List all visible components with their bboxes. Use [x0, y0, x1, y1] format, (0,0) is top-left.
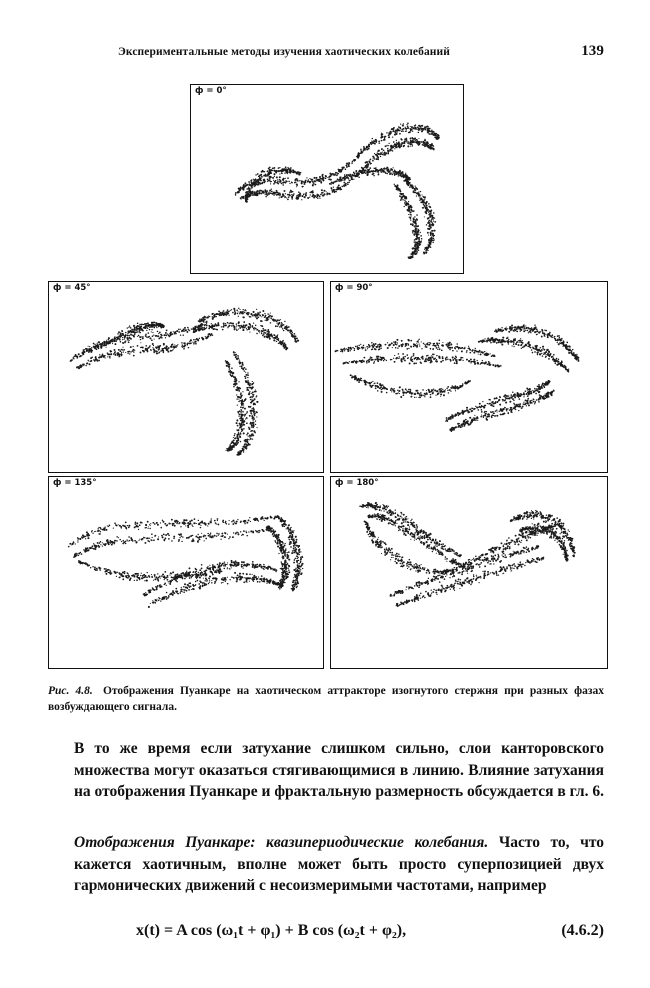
paragraph-2: [74, 832, 604, 897]
poincare-panel-180: [330, 476, 608, 669]
equation-formula: x(t) = A cos (ω₁t + φ₁) + B cos (ω₂t + φ₂),: [136, 922, 407, 939]
attractor-135: [49, 477, 323, 668]
caption-ref: Рис. 4.8.: [48, 685, 93, 697]
paragraph-2-lead: Отображения Пуанкаре: квазипериодические колебания.: [74, 834, 489, 851]
attractor-0: [191, 85, 463, 273]
figure-caption: [48, 683, 604, 715]
equation-4-6-2: [136, 922, 604, 940]
phase-label-0: ф = 0°: [195, 86, 227, 96]
phase-label-45: ф = 45°: [53, 283, 91, 293]
poincare-panel-45: [48, 281, 324, 473]
poincare-panel-135: [48, 476, 324, 669]
poincare-panel-0: [190, 84, 464, 274]
caption-text: Отображения Пуанкаре на хаотическом аттракторе изогнутого стержня при разных фазах возбуждающего сигнала.: [48, 685, 605, 713]
equation-number: (4.6.2): [561, 922, 604, 939]
running-title: Экспериментальные методы изучения хаотических колебаний: [118, 46, 450, 58]
attractor-90: [331, 282, 607, 472]
phase-label-180: ф = 180°: [335, 478, 379, 488]
phase-label-135: ф = 135°: [53, 478, 97, 488]
paragraph-1: В то же время если затухание слишком сильно, слои канторовского множества могут оказаться стягивающимися в линию. Влияние затухания на отображения Пуанкаре и фрактальную размерность обсуждается в гл. 6.: [74, 740, 604, 800]
attractor-45: [49, 282, 323, 472]
paragraph-2-text: Часто то, что кажется хаотичным, вполне может быть просто суперпозицией двух гармонических движений с несоизмеримыми частотами, например: [74, 834, 604, 894]
phase-label-90: ф = 90°: [335, 283, 373, 293]
page-number: 139: [581, 43, 604, 59]
poincare-panel-90: [330, 281, 608, 473]
running-head: [118, 43, 604, 59]
attractor-180: [331, 477, 607, 668]
